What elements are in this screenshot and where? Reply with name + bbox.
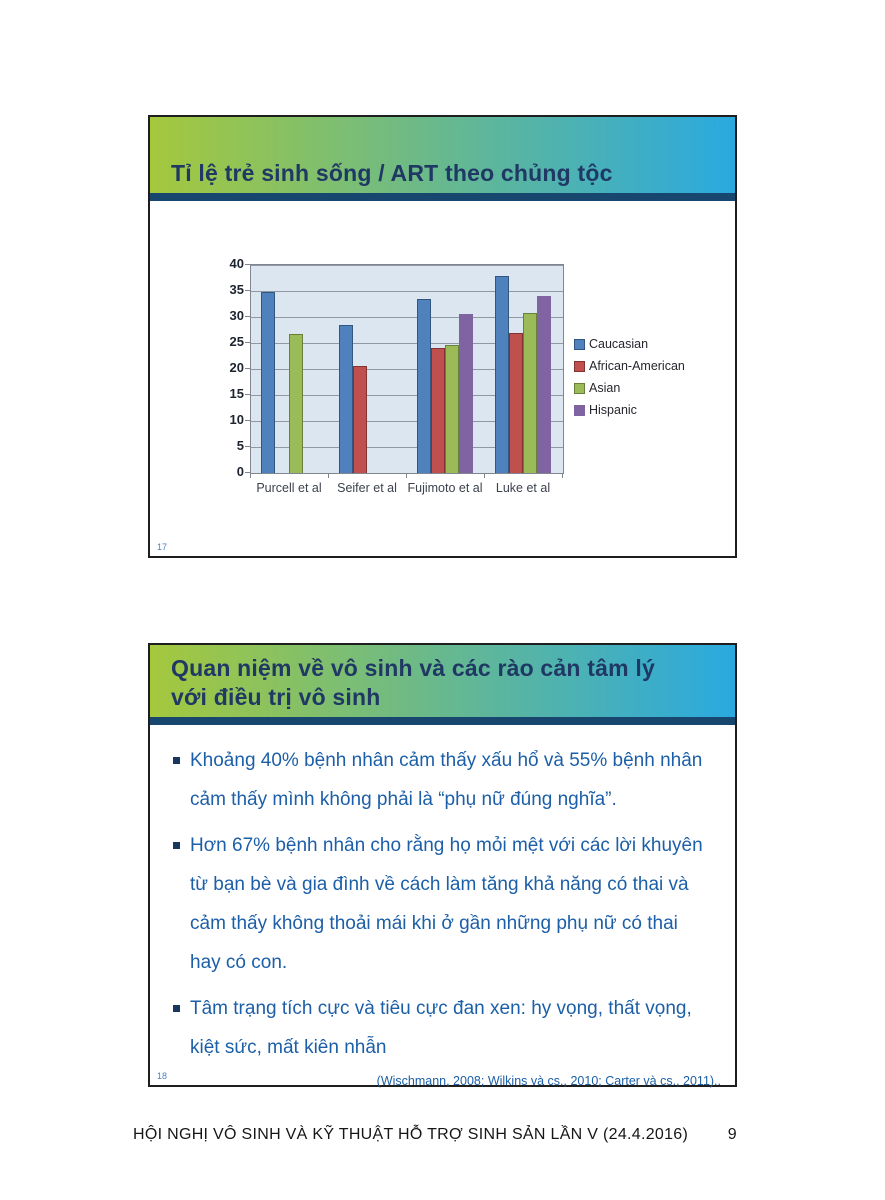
x-axis-category-label: Fujimoto et al [407,481,483,495]
bullet-text: Tâm trạng tích cực và tiêu cực đan xen: hy vọng, thất vọng, kiệt sức, mất kiên nhẫn [190,998,692,1058]
x-axis-tick [250,474,251,478]
slide-title-band [150,645,735,717]
chart-bar [339,325,353,473]
legend-swatch-icon [574,361,585,372]
bullet-text: Hơn 67% bệnh nhân cho rằng họ mỏi mệt với các lời khuyên từ bạn bè và gia đình về cách làm tăng khả năng có thai và cảm thấy không thoải mái khi ở gần những phụ nữ có thai hay có con. [190,835,703,973]
legend-item [574,359,685,373]
y-axis-tick-label: 25 [229,334,244,349]
chart-gridline [251,317,563,318]
chart-bar [261,292,275,473]
y-axis-tick [245,316,250,317]
bullet-item [172,989,721,1067]
bullet-text: Khoảng 40% bệnh nhân cảm thấy xấu hổ và 55% bệnh nhân cảm thấy mình không phải là “phụ nữ đúng nghĩa”. [190,750,703,810]
legend-label: Caucasian [589,337,649,351]
legend-item [574,337,685,351]
legend-swatch-icon [574,383,585,394]
chart-bar [523,313,537,473]
chart-bar [537,296,551,473]
title-underline-bar [150,717,735,725]
slide-number: 18 [157,1071,168,1081]
x-axis-category-label: Purcell et al [256,481,322,495]
chart-bar [495,276,509,473]
chart-legend [574,337,685,425]
y-axis-tick [245,472,250,473]
bar-chart [150,117,735,556]
x-axis-tick [562,474,563,478]
y-axis-tick-label: 10 [229,412,244,427]
x-axis-category-label: Seifer et al [337,481,397,495]
citation: (Wischmann, 2008; Wilkins và cs., 2010; Carter và cs., 2011).. [376,1074,721,1088]
footer-text: HỘI NGHỊ VÔ SINH VÀ KỸ THUẬT HỖ TRỢ SINH SẢN LẦN V (24.4.2016) [133,1126,689,1143]
chart-bar [445,345,459,473]
y-axis-tick [245,394,250,395]
chart-bar [289,334,303,473]
y-axis-tick [245,368,250,369]
legend-swatch-icon [574,339,585,350]
legend-item [574,381,685,395]
slide-number: 17 [157,542,168,552]
slide-title: Tỉ lệ trẻ sinh sống / ART theo chủng tộc [171,160,613,186]
y-axis-tick [245,264,250,265]
legend-label: Hispanic [589,403,637,417]
slide-title: Quan niệm về vô sinh và các rào cản tâm lý với điều trị vô sinh [171,655,655,710]
y-axis-tick [245,420,250,421]
legend-label: African-American [589,359,685,373]
y-axis-tick [245,446,250,447]
x-axis-tick [328,474,329,478]
legend-label: Asian [589,381,621,395]
chart-gridline [251,265,563,266]
page-number: 9 [727,1126,737,1143]
chart-bar [509,333,523,473]
y-axis-tick-label: 5 [236,438,244,453]
y-axis-tick-label: 0 [236,464,244,479]
x-axis-category-label: Luke et al [495,481,551,495]
page-footer [133,1126,737,1144]
chart-plot [250,264,564,474]
chart-gridline [251,291,563,292]
slide-18 [148,643,737,1087]
legend-swatch-icon [574,405,585,416]
y-axis-tick [245,342,250,343]
bullet-item [172,826,721,982]
slide-body [150,725,735,1088]
y-axis-tick-label: 20 [229,360,244,375]
chart-bar [431,348,445,473]
slide-17 [148,115,737,558]
bullet-square-icon [173,757,180,764]
y-axis-tick-label: 35 [229,282,244,297]
legend-item [574,403,685,417]
x-axis-tick [484,474,485,478]
bullet-square-icon [173,842,180,849]
chart-bar [459,314,473,473]
x-axis-tick [406,474,407,478]
bullet-item [172,741,721,819]
y-axis-tick-label: 40 [229,256,244,271]
y-axis-tick-label: 15 [229,386,244,401]
chart-bar [417,299,431,473]
bullet-list [172,741,721,1067]
bullet-square-icon [173,1005,180,1012]
y-axis-tick-label: 30 [229,308,244,323]
y-axis-tick [245,290,250,291]
chart-bar [353,366,367,473]
